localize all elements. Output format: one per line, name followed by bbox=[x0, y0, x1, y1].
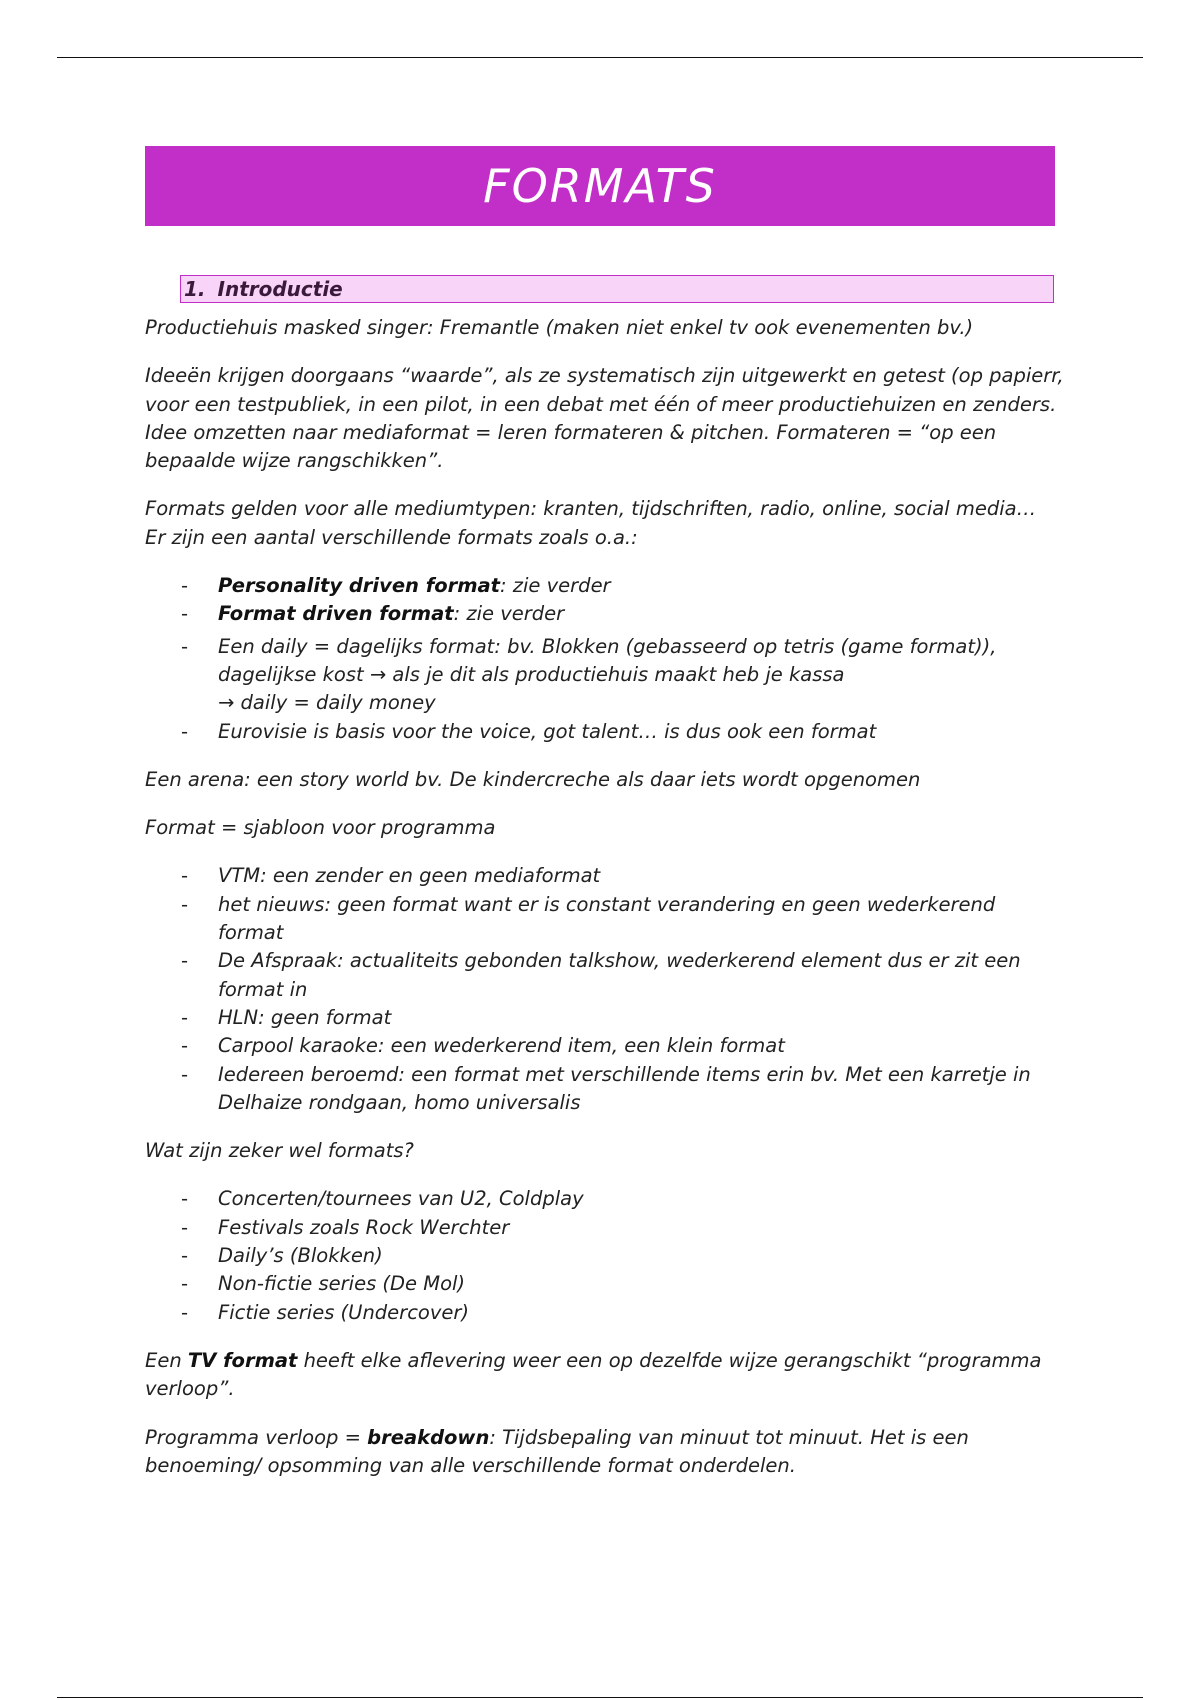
section-number: 1. bbox=[184, 277, 206, 301]
text-run: Carpool karaoke: een wederkerend item, een klein format bbox=[218, 1034, 785, 1058]
text-run: Een arena: een story world bv. De kindercreche als daar iets wordt opgenomen bbox=[145, 767, 921, 791]
bullet-list bbox=[145, 862, 1065, 1117]
text-run: De Afspraak: actualiteits gebonden talkshow, wederkerend element dus er zit een format in bbox=[218, 949, 1021, 1001]
paragraph bbox=[145, 495, 1065, 552]
document-title-banner bbox=[145, 146, 1055, 226]
text-run: Er zijn een aantal verschillende formats zoals o.a.: bbox=[145, 525, 638, 549]
list-item bbox=[145, 1004, 1065, 1032]
list-item bbox=[145, 718, 1065, 746]
text-run: Iedereen beroemd: een format met verschillende items erin bv. Met een karretje in Delhaize rondgaan, homo universalis bbox=[218, 1062, 1031, 1114]
text-run: Eurovisie is basis voor the voice, got talent… is dus ook een format bbox=[218, 719, 877, 743]
list-item bbox=[145, 947, 1065, 1004]
text-run: het nieuws: geen format want er is constant verandering en geen wederkerend format bbox=[218, 892, 996, 945]
list-item bbox=[145, 572, 1065, 600]
paragraph bbox=[145, 766, 1065, 794]
list-item bbox=[145, 862, 1065, 890]
list-item bbox=[145, 1242, 1065, 1270]
text-run: Formats gelden voor alle mediumtypen: kranten, tijdschriften, radio, online, social media… bbox=[145, 497, 1037, 521]
list-item bbox=[145, 1185, 1065, 1213]
text-run: Programma verloop = bbox=[145, 1425, 368, 1449]
text-run: HLN: geen format bbox=[218, 1005, 392, 1029]
text-run: Wat zijn zeker wel formats? bbox=[145, 1139, 414, 1163]
text-run: VTM: een zender en geen mediaformat bbox=[218, 864, 601, 888]
text-run: Festivals zoals Rock Werchter bbox=[218, 1215, 510, 1239]
paragraph bbox=[145, 314, 1065, 342]
bold-text: breakdown bbox=[367, 1425, 490, 1449]
text-run: Fictie series (Undercover) bbox=[218, 1300, 470, 1324]
text-run: : zie verder bbox=[500, 574, 611, 598]
paragraph bbox=[145, 362, 1065, 475]
section-label: Introductie bbox=[217, 277, 343, 301]
text-run: : zie verder bbox=[453, 602, 565, 626]
bullet-list bbox=[145, 1185, 1065, 1326]
list-item bbox=[145, 1061, 1065, 1118]
text-run: Ideeën krijgen doorgaans “waarde”, als ze systematisch zijn uitgewerkt en getest (op papierr, voor een testpubliek, in een pilot, in een debat met één of meer productiehuizen en zenders. bbox=[145, 364, 1064, 416]
list-item bbox=[145, 1299, 1065, 1327]
list-item bbox=[145, 1032, 1065, 1060]
text-run: : Tijdsbepaling van minuut tot minuut. Het is een benoeming/ opsomming van alle verschillende format onderdelen. bbox=[145, 1425, 969, 1477]
text-run: Productiehuis masked singer: Fremantle (maken niet enkel tv ook evenementen bv.) bbox=[145, 316, 974, 339]
document-body bbox=[145, 314, 1065, 1500]
text-run: Een daily = dagelijks format: bv. Blokken (gebasseerd op tetris (game format)), dagelijkse kost → als je dit als productiehuis maakt heb je kassa bbox=[218, 634, 997, 686]
list-item bbox=[145, 600, 1065, 628]
list-item bbox=[145, 1270, 1065, 1298]
list-item bbox=[145, 1214, 1065, 1242]
top-rule bbox=[57, 57, 1143, 58]
bottom-rule bbox=[57, 1697, 1143, 1698]
bullet-list bbox=[145, 572, 1065, 746]
text-run: Een bbox=[145, 1348, 188, 1372]
list-item bbox=[145, 633, 1065, 718]
bold-text: Personality driven format bbox=[218, 574, 501, 598]
text-run: Non-fictie series (De Mol) bbox=[218, 1272, 466, 1296]
bold-text: Format driven format bbox=[218, 602, 454, 626]
text-run: Daily’s (Blokken) bbox=[218, 1244, 383, 1268]
text-run: Format = sjabloon voor programma bbox=[145, 816, 496, 840]
section-heading bbox=[180, 275, 1054, 303]
paragraph bbox=[145, 1424, 1065, 1481]
text-run: Concerten/tournees van U2, Coldplay bbox=[218, 1187, 584, 1211]
text-run: → daily = daily money bbox=[218, 691, 436, 715]
paragraph bbox=[145, 1137, 1065, 1165]
bold-text: TV format bbox=[187, 1348, 298, 1372]
paragraph bbox=[145, 814, 1065, 842]
text-run: Idee omzetten naar mediaformat = leren formateren & pitchen. Formateren = “op een bepaalde wijze rangschikken”. bbox=[145, 420, 997, 473]
document-title: FORMATS bbox=[483, 159, 717, 213]
text-run: heeft elke aflevering weer een op dezelfde wijze gerangschikt “programma verloop”. bbox=[145, 1348, 1042, 1401]
list-item bbox=[145, 891, 1065, 948]
paragraph bbox=[145, 1347, 1065, 1404]
